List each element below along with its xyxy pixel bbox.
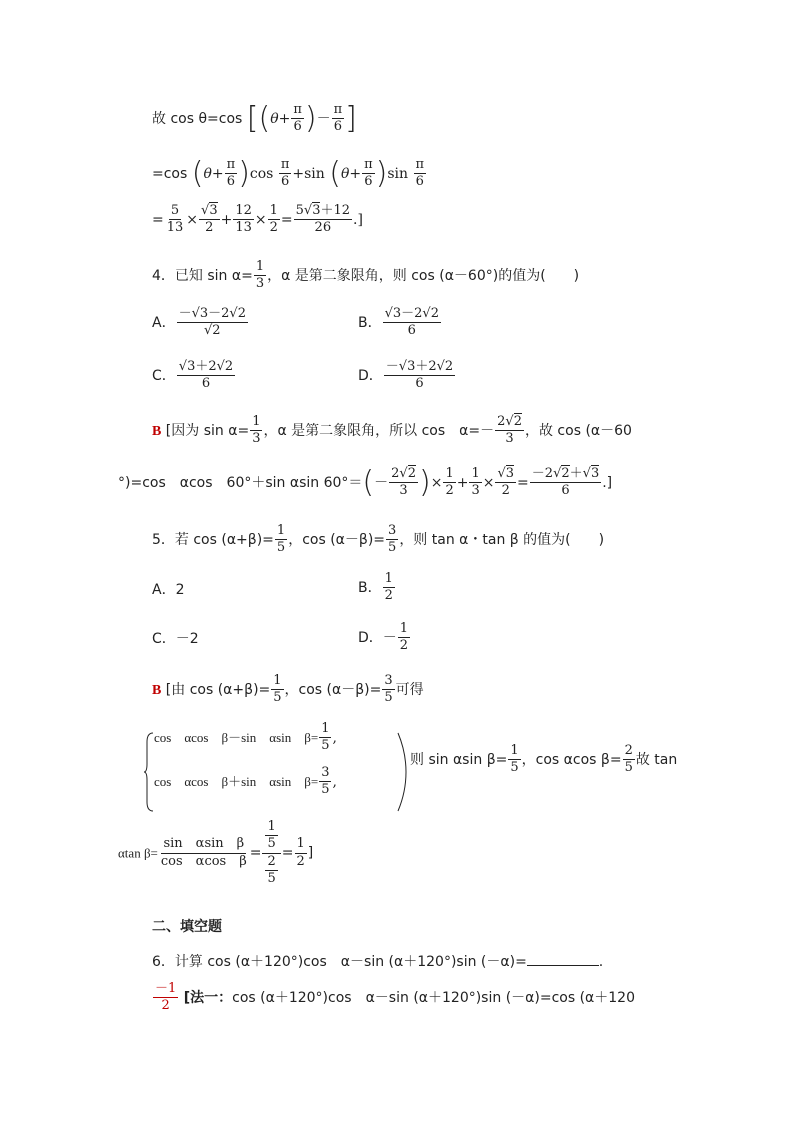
section-heading: 二、填空题: [152, 919, 222, 935]
option-c: C．－2: [152, 631, 199, 647]
answer-4-line-2: °)=cos αcos 60°＋sin αsin 60°＝(－ $\frac{2√2}{3}$ )× $\frac{1}{2}$ + $\frac{1}{3}$ × $\frac{√3}{2}$ = $\frac{-2√2+√3}{6}$ .]: [118, 464, 613, 500]
answer-5-then: 则 sin αsin β= $\frac{1}{5}$ ，cos αcos β= $\frac{2}{5}$ 故 tan: [410, 743, 678, 776]
line3-prefix: =: [152, 211, 164, 228]
answer-letter: B: [152, 682, 162, 698]
frac-pi-6: $\frac{\pi}{6}$: [293, 102, 302, 135]
question-6-stem: 6．计算 cos (α＋120°)cos α－sin (α＋120°)sin (－α)= .: [152, 951, 603, 969]
question-5-stem: 5．若 cos (α+β)= $\frac{1}{5}$ ，cos (α－β)= $\frac{3}{5}$ ，则 tan α・tan β 的值为( ): [152, 523, 605, 556]
answer-value: $\frac{-1}{2}$: [155, 981, 177, 1014]
option-b: B． $\frac{1}{2}$: [358, 571, 393, 604]
answer-5-tan: αtan β= $\frac{\text{sin αsin β}}{\text{cos αcos β}}$ = $\frac{\frac{1}{5}}{\frac{2}{5}}$ = $\frac{1}{2}$ ]: [118, 819, 314, 886]
derivation-line-2: =cos (θ+ $\frac{\pi}{6}$ )cos $\frac{\pi}{6}$ +sin (θ+ $\frac{\pi}{6}$ )sin $\frac{\pi}{6}$: [152, 155, 425, 191]
option-a: A． $\frac{-√3-2√2}{√2}$: [152, 306, 246, 339]
frac-pi-6: $\frac{\pi}{6}$: [333, 102, 343, 135]
derivation-line-3: = $\frac{5}{13}$ × $\frac{√3}{2}$ + $\frac{12}{13}$ × $\frac{1}{2}$ = $\frac{5√3+12}{26}$ .]: [152, 203, 363, 236]
option-d: D．－ $\frac{1}{2}$: [358, 621, 409, 654]
line2-prefix: =cos: [152, 165, 188, 182]
system-eq-2: cos αcos β＋sin αsin β= $\frac{3}{5}$ ,: [154, 765, 337, 798]
answer-blank: [527, 951, 599, 966]
option-a: A．2: [152, 582, 185, 598]
derivation-line-1: 故 cos θ=cos [(θ+ $\frac{\pi}{6}$ )－ $\frac{\pi}{6}$ ]: [152, 100, 357, 136]
answer-4-line-1: B [因为 sin α= $\frac{1}{3}$ ，α 是第二象限角，所以 cos α=－ $\frac{2√2}{3}$ ，故 cos (α－60: [152, 414, 632, 447]
option-b: B． $\frac{√3-2√2}{6}$: [358, 306, 439, 339]
question-4-stem: 4．已知 sin α= $\frac{1}{3}$ ，α 是第二象限角，则 cos (α－60°)的值为( ): [152, 259, 580, 292]
right-paren: [397, 732, 407, 812]
line1-prefix: 故 cos θ=cos: [152, 110, 243, 127]
bracket-right: ]: [345, 100, 357, 136]
option-c: C． $\frac{√3+2√2}{6}$: [152, 359, 234, 392]
left-brace: [144, 732, 154, 812]
option-d: D． $\frac{-√3+2√2}{6}$: [358, 359, 454, 392]
answer-letter: B: [152, 423, 162, 439]
answer-5-line-1: B [由 cos (α+β)= $\frac{1}{5}$ ，cos (α－β)= $\frac{3}{5}$ 可得: [152, 673, 424, 706]
bracket-left: [(: [246, 100, 271, 136]
answer-6-line: $\frac{-1}{2}$ [法一：cos (α＋120°)cos α－sin (α＋120°)sin (－α)=cos (α＋120: [155, 981, 635, 1014]
system-eq-1: cos αcos β－sin αsin β= $\frac{1}{5}$ ,: [154, 721, 337, 754]
